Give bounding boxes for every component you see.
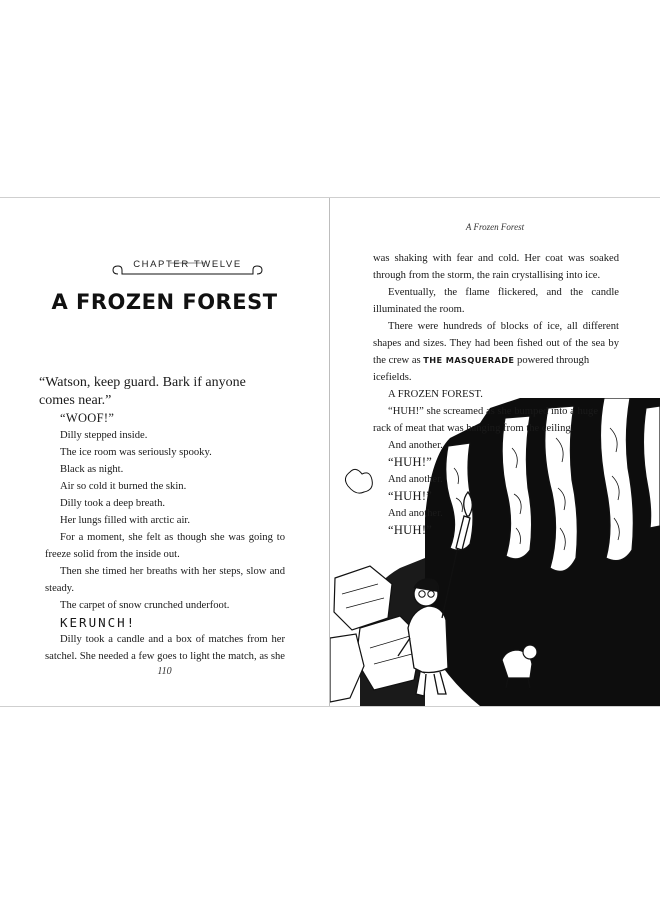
paragraph-text: powered through icefields. xyxy=(373,355,590,383)
running-head: A Frozen Forest xyxy=(465,222,525,232)
paragraph: There were hundreds of blocks of ice, all different xyxy=(388,321,619,332)
paragraph: steady. xyxy=(45,583,75,594)
paragraph: Black as night. xyxy=(60,464,124,475)
left-page xyxy=(0,198,329,706)
paragraph xyxy=(39,374,285,410)
paragraph: “HUH!” xyxy=(388,489,433,503)
paragraph: Air so cold it burned the skin. xyxy=(60,481,187,492)
sound-effect: KERUNCH! xyxy=(60,615,137,630)
paragraph: And another. xyxy=(388,474,443,485)
paragraph: was shaking with fear and cold. Her coat was soaked xyxy=(373,253,619,264)
paragraph: Dilly stepped inside. xyxy=(60,430,148,441)
paragraph: satchel. She needed a few goes to light the match, as she xyxy=(45,651,285,662)
ship-name: THE MASQUERADE xyxy=(423,355,515,365)
paragraph: illuminated the room. xyxy=(373,304,465,315)
book-spread xyxy=(0,197,660,707)
paragraph: “HUH!” xyxy=(388,455,433,469)
paragraph: The ice room was seriously spooky. xyxy=(60,447,212,458)
paragraph: shapes and sizes. They had been fished out of the sea by xyxy=(373,338,619,349)
paragraph: through from the storm, the rain crystallising into ice. xyxy=(373,270,601,281)
paragraph-text: “Watson, keep guard. Bark if anyone comes near.” xyxy=(39,375,246,408)
left-body-text xyxy=(39,374,285,665)
paragraph: Then she timed her breaths with her steps, slow and xyxy=(60,566,285,577)
paragraph xyxy=(373,352,619,386)
page-number: 110 xyxy=(157,666,172,677)
paragraph: A FROZEN FOREST. xyxy=(388,389,483,400)
chapter-label: CHAPTER TWELVE xyxy=(133,259,242,270)
paragraph: freeze solid from the inside out. xyxy=(45,549,180,560)
paragraph-text: the crew as xyxy=(373,355,424,366)
right-body-text xyxy=(373,250,619,539)
paragraph: “HUH!” she screamed as she bumped into a huge xyxy=(388,406,599,417)
paragraph: Dilly took a candle and a box of matches from her xyxy=(60,634,285,645)
paragraph: “WOOF!” xyxy=(60,411,115,425)
paragraph: Dilly took a deep breath. xyxy=(60,498,166,509)
paragraph: “HUH!” xyxy=(388,523,433,537)
right-page xyxy=(330,198,660,706)
paragraph: And another. xyxy=(388,440,443,451)
paragraph: Her lungs filled with arctic air. xyxy=(60,515,191,526)
paragraph: And another. xyxy=(388,508,443,519)
paragraph: Eventually, the flame flickered, and the candle xyxy=(388,287,619,298)
paragraph: rack of meat that was hanging from the ceiling. xyxy=(373,423,574,434)
paragraph: The carpet of snow crunched underfoot. xyxy=(60,600,230,611)
paragraph: For a moment, she felt as though she was going to xyxy=(60,532,285,543)
chapter-title: A FROZEN FOREST xyxy=(51,290,278,314)
